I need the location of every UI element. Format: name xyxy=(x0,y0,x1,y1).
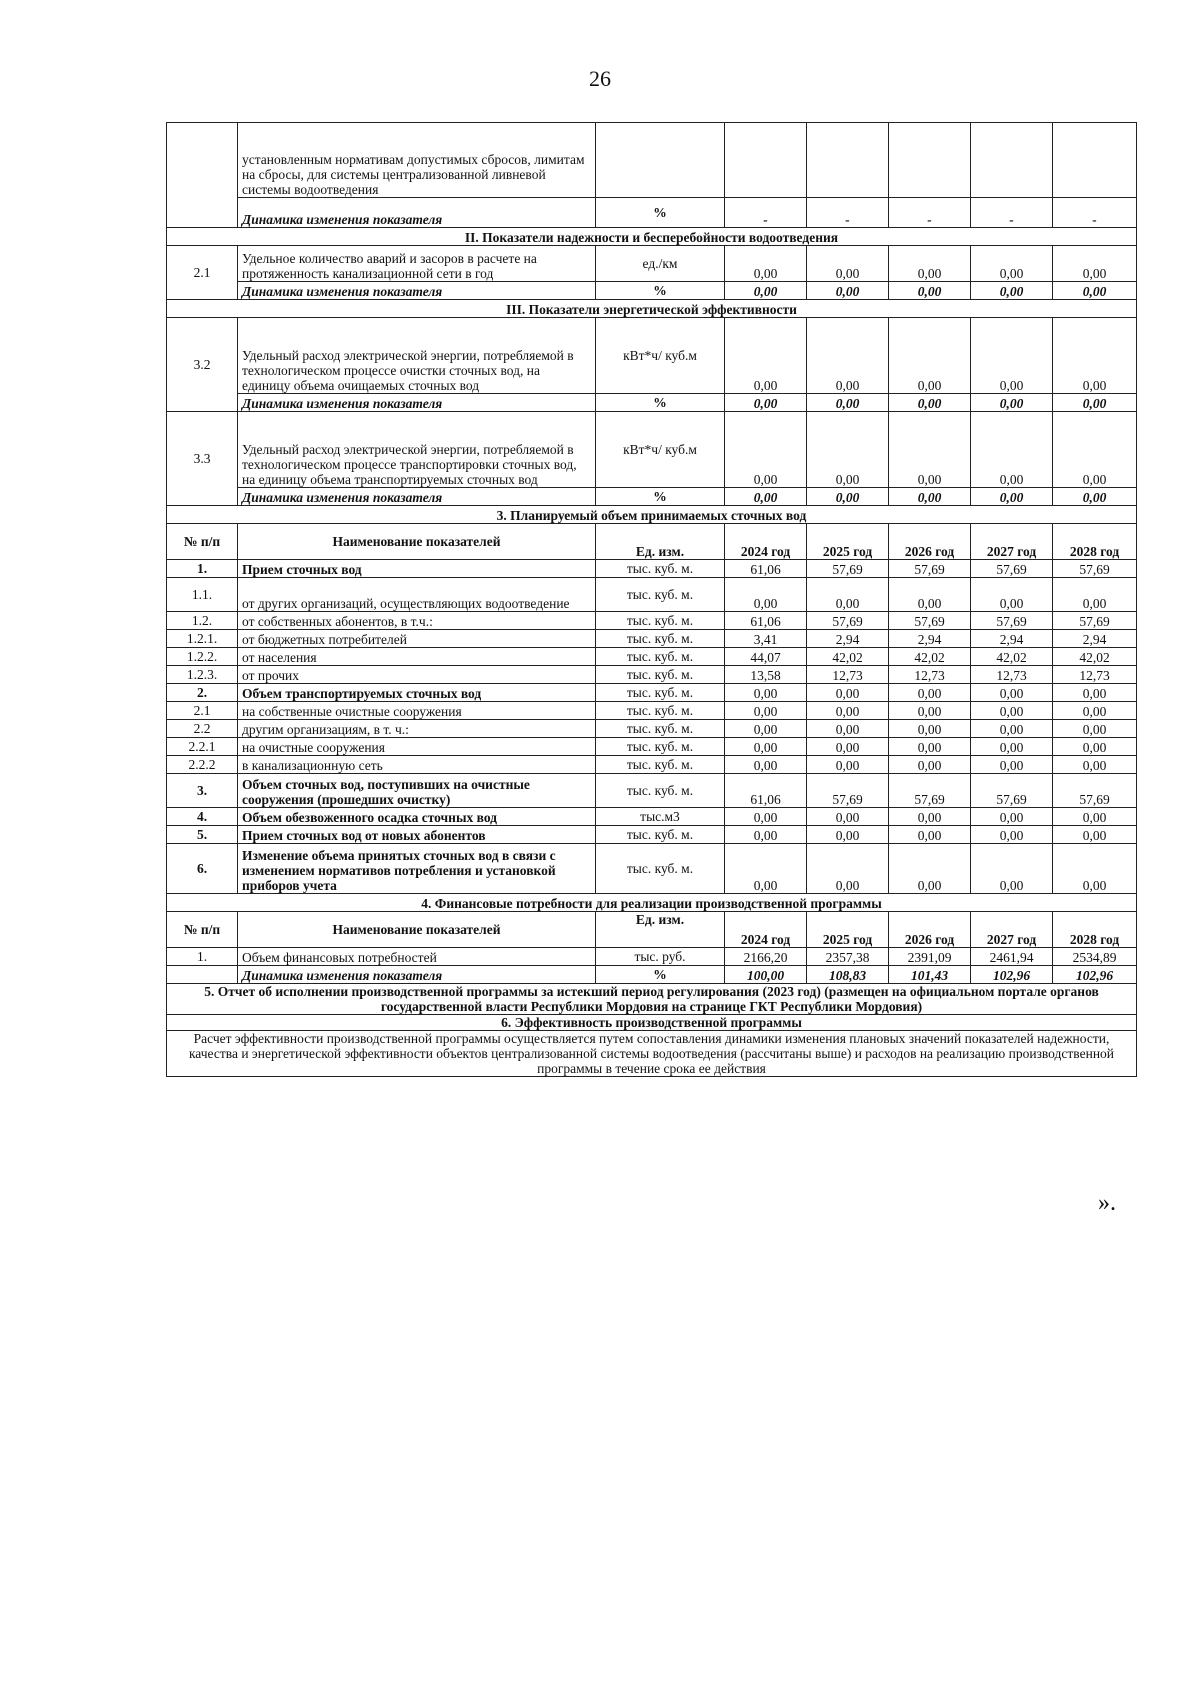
value-cell: 0,00 xyxy=(725,282,807,300)
value-cell: 0,00 xyxy=(971,412,1053,488)
value-cell: 0,00 xyxy=(1053,702,1137,720)
efficiency-title: 6. Эффективность производственной программы xyxy=(167,1015,1137,1031)
value-cell: 0,00 xyxy=(971,808,1053,826)
value-cell: 0,00 xyxy=(971,578,1053,612)
section-title: II. Показатели надежности и бесперебойности водоотведения xyxy=(167,228,1137,246)
row-number-cell: 5. xyxy=(167,826,238,844)
value-cell: 42,02 xyxy=(1053,648,1137,666)
value-cell: 0,00 xyxy=(971,844,1053,894)
dynamics-row xyxy=(167,198,1137,228)
table-row xyxy=(167,684,1137,702)
table-header-row xyxy=(167,524,1137,560)
value-cell: 12,73 xyxy=(889,666,971,684)
value-cell: 0,00 xyxy=(807,756,889,774)
row-number-cell: 2. xyxy=(167,684,238,702)
value-cell: 61,06 xyxy=(725,774,807,808)
value-cell: 102,96 xyxy=(1053,966,1137,984)
value-cell: 0,00 xyxy=(725,318,807,394)
indicator-name: в канализационную сеть xyxy=(238,756,596,774)
value-cell: 0,00 xyxy=(807,488,889,506)
value-cell: 12,73 xyxy=(1053,666,1137,684)
header-year: 2026 год xyxy=(889,524,971,560)
table-row xyxy=(167,738,1137,756)
value-cell: 57,69 xyxy=(807,560,889,578)
report-note: 5. Отчет об исполнении производственной программы за истекший период регулирования (2023 год) (размещен на официальном портале органов государственной власти Республики Мордовия на странице ГКТ Республики Мордовия) xyxy=(167,984,1137,1015)
header-name: Наименование показателей xyxy=(238,524,596,560)
value-cell: - xyxy=(971,198,1053,228)
value-cell: - xyxy=(1053,198,1137,228)
value-cell: 0,00 xyxy=(889,394,971,412)
row-number-cell xyxy=(167,966,238,984)
value-cell xyxy=(807,123,889,198)
value-cell: 0,00 xyxy=(807,684,889,702)
table-row xyxy=(167,948,1137,966)
table-row xyxy=(167,630,1137,648)
section-title: 4. Финансовые потребности для реализации производственной программы xyxy=(167,894,1137,912)
value-cell: 61,06 xyxy=(725,560,807,578)
value-cell: 0,00 xyxy=(725,246,807,282)
table-row xyxy=(167,246,1137,282)
page-number: 26 xyxy=(589,66,611,91)
header-number: № п/п xyxy=(167,912,238,948)
header-year: 2025 год xyxy=(807,524,889,560)
value-cell: 57,69 xyxy=(971,560,1053,578)
volume-rows xyxy=(167,560,1137,894)
value-cell: 0,00 xyxy=(889,684,971,702)
row-number-cell: 1. xyxy=(167,948,238,966)
section-title-row xyxy=(167,894,1137,912)
value-cell: 0,00 xyxy=(725,826,807,844)
value-cell: 0,00 xyxy=(1053,826,1137,844)
header-year: 2028 год xyxy=(1053,524,1137,560)
value-cell: 12,73 xyxy=(807,666,889,684)
unit-cell: % xyxy=(596,488,725,506)
value-cell: 0,00 xyxy=(807,826,889,844)
section-title-row xyxy=(167,228,1137,246)
value-cell: 0,00 xyxy=(1053,246,1137,282)
value-cell: 0,00 xyxy=(971,826,1053,844)
value-cell xyxy=(1053,123,1137,198)
unit-cell: тыс. куб. м. xyxy=(596,756,725,774)
value-cell: 0,00 xyxy=(807,282,889,300)
row-number-cell: 2.1 xyxy=(167,246,238,300)
value-cell: 0,00 xyxy=(1053,412,1137,488)
indicator-name: Объем транспортируемых сточных вод xyxy=(238,684,596,702)
unit-cell: тыс. куб. м. xyxy=(596,826,725,844)
indicator-name: от собственных абонентов, в т.ч.: xyxy=(238,612,596,630)
report-note-row xyxy=(167,984,1137,1015)
value-cell: 0,00 xyxy=(807,702,889,720)
value-cell: 0,00 xyxy=(725,702,807,720)
unit-cell: тыс. куб. м. xyxy=(596,560,725,578)
value-cell: 0,00 xyxy=(807,844,889,894)
header-unit: Ед. изм. xyxy=(596,524,725,560)
value-cell: 0,00 xyxy=(971,738,1053,756)
table-row xyxy=(167,720,1137,738)
row-number-cell: 2.2.1 xyxy=(167,738,238,756)
unit-cell: % xyxy=(596,966,725,984)
unit-cell: тыс.м3 xyxy=(596,808,725,826)
value-cell: 42,02 xyxy=(889,648,971,666)
value-cell: 0,00 xyxy=(889,488,971,506)
unit-cell: кВт*ч/ куб.м xyxy=(596,412,725,488)
value-cell: 0,00 xyxy=(807,412,889,488)
value-cell: 0,00 xyxy=(725,684,807,702)
header-year: 2027 год xyxy=(971,524,1053,560)
table-row xyxy=(167,666,1137,684)
value-cell: 57,69 xyxy=(971,774,1053,808)
value-cell: - xyxy=(807,198,889,228)
unit-cell: тыс. куб. м. xyxy=(596,648,725,666)
unit-cell: ед./км xyxy=(596,246,725,282)
value-cell: 0,00 xyxy=(889,756,971,774)
unit-cell: кВт*ч/ куб.м xyxy=(596,318,725,394)
indicator-name: Объем сточных вод, поступивших на очистные сооружения (прошедших очистку) xyxy=(238,774,596,808)
unit-cell: тыс. куб. м. xyxy=(596,612,725,630)
value-cell: 0,00 xyxy=(1053,282,1137,300)
value-cell: 0,00 xyxy=(1053,720,1137,738)
value-cell: - xyxy=(889,198,971,228)
section-title: 3. Планируемый объем принимаемых сточных вод xyxy=(167,506,1137,524)
section-title: III. Показатели энергетической эффективности xyxy=(167,300,1137,318)
indicator-name: Прием сточных вод от новых абонентов xyxy=(238,826,596,844)
value-cell: 0,00 xyxy=(971,246,1053,282)
row-number-cell: 1.2.3. xyxy=(167,666,238,684)
value-cell: 0,00 xyxy=(1053,844,1137,894)
value-cell: 3,41 xyxy=(725,630,807,648)
value-cell: 0,00 xyxy=(807,738,889,756)
row-number-cell: 3. xyxy=(167,774,238,808)
indicator-name: Удельный расход электрической энергии, потребляемой в технологическом процессе очистки сточных вод, на единицу объема очищаемых сточных вод xyxy=(238,318,596,394)
indicator-name: установленным нормативам допустимых сбросов, лимитам на сбросы, для системы централизованной ливневой системы водоотведения xyxy=(238,123,596,198)
value-cell: 42,02 xyxy=(971,648,1053,666)
value-cell: 102,96 xyxy=(971,966,1053,984)
table-row xyxy=(167,318,1137,394)
indicator-name: Удельное количество аварий и засоров в расчете на протяженность канализационной сети в год xyxy=(238,246,596,282)
value-cell: 2,94 xyxy=(889,630,971,648)
unit-cell: % xyxy=(596,282,725,300)
unit-cell: тыс. куб. м. xyxy=(596,666,725,684)
unit-cell: % xyxy=(596,198,725,228)
unit-cell: тыс. куб. м. xyxy=(596,720,725,738)
table-row xyxy=(167,808,1137,826)
row-number-cell: 3.3 xyxy=(167,412,238,506)
row-number-cell: 2.2.2 xyxy=(167,756,238,774)
value-cell: 42,02 xyxy=(807,648,889,666)
unit-cell: тыс. куб. м. xyxy=(596,774,725,808)
row-number-cell: 1. xyxy=(167,560,238,578)
value-cell: 2166,20 xyxy=(725,948,807,966)
value-cell: 100,00 xyxy=(725,966,807,984)
table-row xyxy=(167,412,1137,488)
value-cell: 44,07 xyxy=(725,648,807,666)
value-cell: 0,00 xyxy=(889,412,971,488)
value-cell: 2,94 xyxy=(971,630,1053,648)
value-cell: 0,00 xyxy=(889,826,971,844)
value-cell: 57,69 xyxy=(1053,774,1137,808)
dynamics-row xyxy=(167,394,1137,412)
value-cell: 0,00 xyxy=(725,738,807,756)
value-cell: 0,00 xyxy=(725,756,807,774)
indicator-name: на очистные сооружения xyxy=(238,738,596,756)
value-cell: 0,00 xyxy=(889,578,971,612)
value-cell: - xyxy=(725,198,807,228)
efficiency-text-row xyxy=(167,1031,1137,1077)
value-cell: 0,00 xyxy=(807,578,889,612)
indicator-name: Динамика изменения показателя xyxy=(238,394,596,412)
value-cell: 57,69 xyxy=(1053,612,1137,630)
header-unit: Ед. изм. xyxy=(596,912,725,948)
value-cell: 0,00 xyxy=(889,844,971,894)
dynamics-row xyxy=(167,966,1137,984)
row-number-cell: 1.2. xyxy=(167,612,238,630)
section-title-row xyxy=(167,300,1137,318)
value-cell: 0,00 xyxy=(889,246,971,282)
value-cell xyxy=(889,123,971,198)
value-cell: 2391,09 xyxy=(889,948,971,966)
value-cell: 0,00 xyxy=(971,318,1053,394)
value-cell: 0,00 xyxy=(889,720,971,738)
value-cell: 0,00 xyxy=(807,808,889,826)
value-cell: 0,00 xyxy=(889,318,971,394)
value-cell: 0,00 xyxy=(971,488,1053,506)
value-cell: 0,00 xyxy=(725,412,807,488)
value-cell xyxy=(725,123,807,198)
value-cell: 13,58 xyxy=(725,666,807,684)
table-row xyxy=(167,560,1137,578)
unit-cell: тыс. куб. м. xyxy=(596,844,725,894)
value-cell: 57,69 xyxy=(807,612,889,630)
unit-cell: % xyxy=(596,394,725,412)
value-cell: 0,00 xyxy=(889,702,971,720)
value-cell: 0,00 xyxy=(1053,578,1137,612)
value-cell xyxy=(971,123,1053,198)
header-year: 2024 год xyxy=(725,524,807,560)
value-cell: 0,00 xyxy=(971,394,1053,412)
unit-cell xyxy=(596,123,725,198)
value-cell: 0,00 xyxy=(725,488,807,506)
value-cell: 0,00 xyxy=(889,808,971,826)
header-year: 2025 год xyxy=(807,912,889,948)
table-row xyxy=(167,648,1137,666)
value-cell: 2461,94 xyxy=(971,948,1053,966)
value-cell: 0,00 xyxy=(971,720,1053,738)
table-row xyxy=(167,774,1137,808)
value-cell: 0,00 xyxy=(1053,756,1137,774)
row-number-cell xyxy=(167,123,238,228)
row-number-cell: 6. xyxy=(167,844,238,894)
indicator-name: Изменение объема принятых сточных вод в связи с изменением нормативов потребления и установкой приборов учета xyxy=(238,844,596,894)
unit-cell: тыс. руб. xyxy=(596,948,725,966)
row-number-cell: 2.1 xyxy=(167,702,238,720)
table-row xyxy=(167,578,1137,612)
row-number-cell: 3.2 xyxy=(167,318,238,412)
value-cell: 0,00 xyxy=(889,738,971,756)
value-cell: 0,00 xyxy=(1053,318,1137,394)
table-header-row xyxy=(167,912,1137,948)
indicator-name: Удельный расход электрической энергии, потребляемой в технологическом процессе транспортировки сточных вод, на единицу объема транспортируемых сточных вод xyxy=(238,412,596,488)
header-year: 2028 год xyxy=(1053,912,1137,948)
indicators-table xyxy=(166,122,1137,1077)
value-cell: 0,00 xyxy=(725,394,807,412)
value-cell: 0,00 xyxy=(1053,684,1137,702)
indicator-name: от бюджетных потребителей xyxy=(238,630,596,648)
value-cell: 61,06 xyxy=(725,612,807,630)
value-cell: 0,00 xyxy=(889,282,971,300)
dynamics-row xyxy=(167,488,1137,506)
value-cell: 57,69 xyxy=(889,560,971,578)
indicator-name: на собственные очистные сооружения xyxy=(238,702,596,720)
indicator-name: от других организаций, осуществляющих водоотведение xyxy=(238,578,596,612)
indicator-name: Объем обезвоженного осадка сточных вод xyxy=(238,808,596,826)
row-number-cell: 1.2.1. xyxy=(167,630,238,648)
value-cell: 0,00 xyxy=(971,756,1053,774)
value-cell: 2,94 xyxy=(1053,630,1137,648)
indicator-name: Динамика изменения показателя xyxy=(238,488,596,506)
value-cell: 0,00 xyxy=(971,684,1053,702)
value-cell: 57,69 xyxy=(807,774,889,808)
indicator-name: Объем финансовых потребностей xyxy=(238,948,596,966)
value-cell: 0,00 xyxy=(1053,738,1137,756)
value-cell: 57,69 xyxy=(1053,560,1137,578)
value-cell: 57,69 xyxy=(889,612,971,630)
value-cell: 57,69 xyxy=(889,774,971,808)
indicator-name: от населения xyxy=(238,648,596,666)
value-cell: 0,00 xyxy=(725,578,807,612)
indicator-name: Динамика изменения показателя xyxy=(238,198,596,228)
header-number: № п/п xyxy=(167,524,238,560)
unit-cell: тыс. куб. м. xyxy=(596,702,725,720)
indicator-name: от прочих xyxy=(238,666,596,684)
unit-cell: тыс. куб. м. xyxy=(596,738,725,756)
table-row xyxy=(167,844,1137,894)
value-cell: 0,00 xyxy=(1053,488,1137,506)
unit-cell: тыс. куб. м. xyxy=(596,684,725,702)
value-cell: 0,00 xyxy=(807,720,889,738)
section-title-row xyxy=(167,506,1137,524)
table-row xyxy=(167,702,1137,720)
row-number-cell: 2.2 xyxy=(167,720,238,738)
value-cell: 2534,89 xyxy=(1053,948,1137,966)
dynamics-row xyxy=(167,282,1137,300)
value-cell: 0,00 xyxy=(807,246,889,282)
value-cell: 101,43 xyxy=(889,966,971,984)
value-cell: 0,00 xyxy=(725,844,807,894)
table-row xyxy=(167,612,1137,630)
row-number-cell: 1.1. xyxy=(167,578,238,612)
header-year: 2027 год xyxy=(971,912,1053,948)
row-number-cell: 4. xyxy=(167,808,238,826)
table-row xyxy=(167,756,1137,774)
header-name: Наименование показателей xyxy=(238,912,596,948)
row-number-cell: 1.2.2. xyxy=(167,648,238,666)
value-cell: 0,00 xyxy=(807,318,889,394)
value-cell: 57,69 xyxy=(971,612,1053,630)
indicator-name: другим организациям, в т. ч.: xyxy=(238,720,596,738)
header-year: 2026 год xyxy=(889,912,971,948)
value-cell: 2357,38 xyxy=(807,948,889,966)
value-cell: 0,00 xyxy=(971,702,1053,720)
indicator-name: Динамика изменения показателя xyxy=(238,282,596,300)
value-cell: 0,00 xyxy=(725,720,807,738)
value-cell: 12,73 xyxy=(971,666,1053,684)
indicator-name: Динамика изменения показателя xyxy=(238,966,596,984)
value-cell: 0,00 xyxy=(971,282,1053,300)
efficiency-text: Расчет эффективности производственной программы осуществляется путем сопоставления динамики изменения плановых значений показателей надежности, качества и энергетической эффективности объектов централизованной системы водоотведения (рассчитаны выше) и расходов на реализацию производственной программы в течение срока ее действия xyxy=(167,1031,1137,1077)
unit-cell: тыс. куб. м. xyxy=(596,630,725,648)
table-row xyxy=(167,123,1137,198)
table-row xyxy=(167,826,1137,844)
value-cell: 0,00 xyxy=(725,808,807,826)
closing-quote-mark: ». xyxy=(1098,1190,1116,1216)
value-cell: 0,00 xyxy=(807,394,889,412)
value-cell: 0,00 xyxy=(1053,394,1137,412)
value-cell: 0,00 xyxy=(1053,808,1137,826)
value-cell: 108,83 xyxy=(807,966,889,984)
value-cell: 2,94 xyxy=(807,630,889,648)
indicator-name: Прием сточных вод xyxy=(238,560,596,578)
header-year: 2024 год xyxy=(725,912,807,948)
unit-cell: тыс. куб. м. xyxy=(596,578,725,612)
efficiency-title-row xyxy=(167,1015,1137,1031)
